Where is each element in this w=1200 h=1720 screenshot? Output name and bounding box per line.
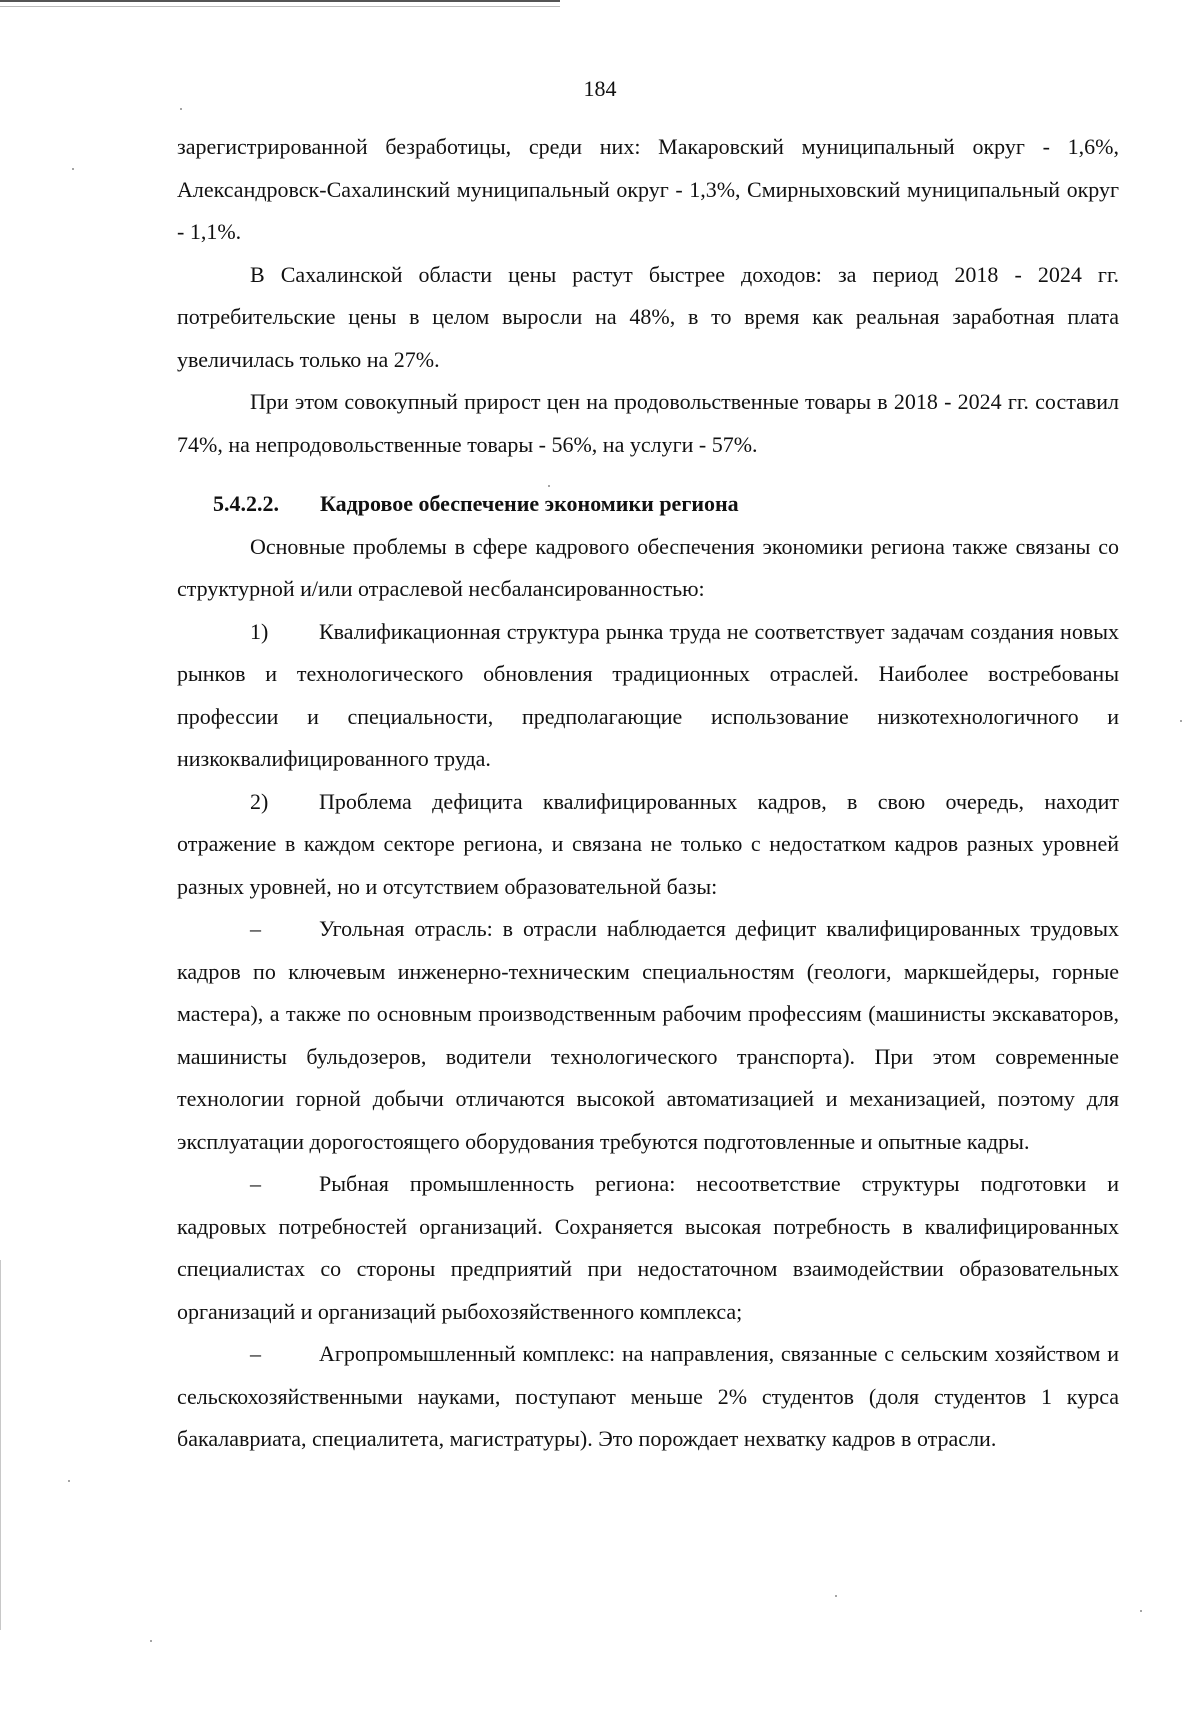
section-number: 5.4.2.2.: [213, 491, 279, 516]
paragraph-unemployment: зарегистрированной безработицы, среди них: Макаровский муниципальный округ - 1,6%, Александровск-Сахалинский муниципальный округ - 1,3%, Смирныховский муниципальный округ - 1,1%.: [177, 134, 1119, 244]
scan-speck: [150, 1640, 152, 1642]
scan-speck: [180, 108, 182, 110]
dash-marker: –: [250, 916, 261, 941]
scan-speck: [548, 485, 550, 487]
scan-speck: [835, 1595, 837, 1597]
numbered-item-2: [177, 781, 1119, 909]
list-item-text: Угольная отрасль: в отрасли наблюдается дефицит квалифицированных трудовых кадров по ключевым инженерно-техническим специальностям (геологи, маркшейдеры, горные мастера), а также по основным производственным рабочим профессиям (машинисты экскаваторов, машинисты бульдозеров, водители технологического транспорта). При этом современные технологии горной добычи отличаются высокой автоматизацией и механизацией, поэтому для эксплуатации дорогостоящего оборудования требуются подготовленные и опытные кадры.: [177, 916, 1119, 1154]
numbered-item-1: [177, 611, 1119, 781]
scan-edge-line: [0, 0, 560, 2]
list-item-text: Квалификационная структура рынка труда не соответствует задачам создания новых рынков и технологического обновления традиционных отраслей. Наиболее востребованы профессии и специальности, предполагающие использование низкотехнологичного и низкоквалифицированного труда.: [177, 618, 1119, 771]
page-number: 184: [583, 76, 617, 101]
dash-item-agro: [177, 1333, 1119, 1461]
scan-edge-line-thin: [0, 6, 560, 7]
scan-speck: [68, 1480, 70, 1482]
scan-speck: [1180, 720, 1182, 722]
list-marker: 2): [250, 788, 269, 814]
paragraph-intro: Основные проблемы в сфере кадрового обеспечения экономики региона также связаны со структурной и/или отраслевой несбалансированностью:: [177, 533, 1119, 601]
list-item-text: Агропромышленный комплекс: на направления, связанные с сельским хозяйством и сельскохозяйственными науками, поступают меньше 2% студентов (доля студентов 1 курса бакалавриата, специалитета, магистратуры). Это порождает нехватку кадров в отрасли.: [177, 1341, 1119, 1451]
scan-speck: [1140, 1610, 1142, 1612]
text-block: [177, 126, 1119, 1461]
list-item-text: Проблема дефицита квалифицированных кадров, в свою очередь, находит отражение в каждом секторе региона, и связана не только с недостатком кадров разных уровней разных уровней, но и отсутствием образовательной базы:: [177, 788, 1119, 899]
dash-item-fishery: [177, 1163, 1119, 1333]
dash-item-coal: [177, 908, 1119, 1163]
section-title: Кадровое обеспечение экономики региона: [320, 491, 739, 516]
dash-marker: –: [250, 1171, 261, 1196]
scan-speck: [72, 168, 74, 170]
paragraph-prices: В Сахалинской области цены растут быстрее доходов: за период 2018 - 2024 гг. потребительские цены в целом выросли на 48%, в то время как реальная заработная плата увеличилась только на 27%.: [177, 261, 1119, 372]
list-item-text: Рыбная промышленность региона: несоответствие структуры подготовки и кадровых потребностей организаций. Сохраняется высокая потребность в квалифицированных специалистах со стороны предприятий при недостаточном взаимодействии образовательных организаций и организаций рыбохозяйственного комплекса;: [177, 1171, 1119, 1324]
list-marker: 1): [250, 618, 269, 644]
dash-marker: –: [250, 1341, 261, 1366]
scan-left-edge: [0, 1260, 1, 1630]
section-heading: [177, 483, 1119, 526]
paragraph-price-growth: При этом совокупный прирост цен на продовольственные товары в 2018 - 2024 гг. составил 74%, на непродовольственные товары - 56%, на услуги - 57%.: [177, 389, 1119, 457]
